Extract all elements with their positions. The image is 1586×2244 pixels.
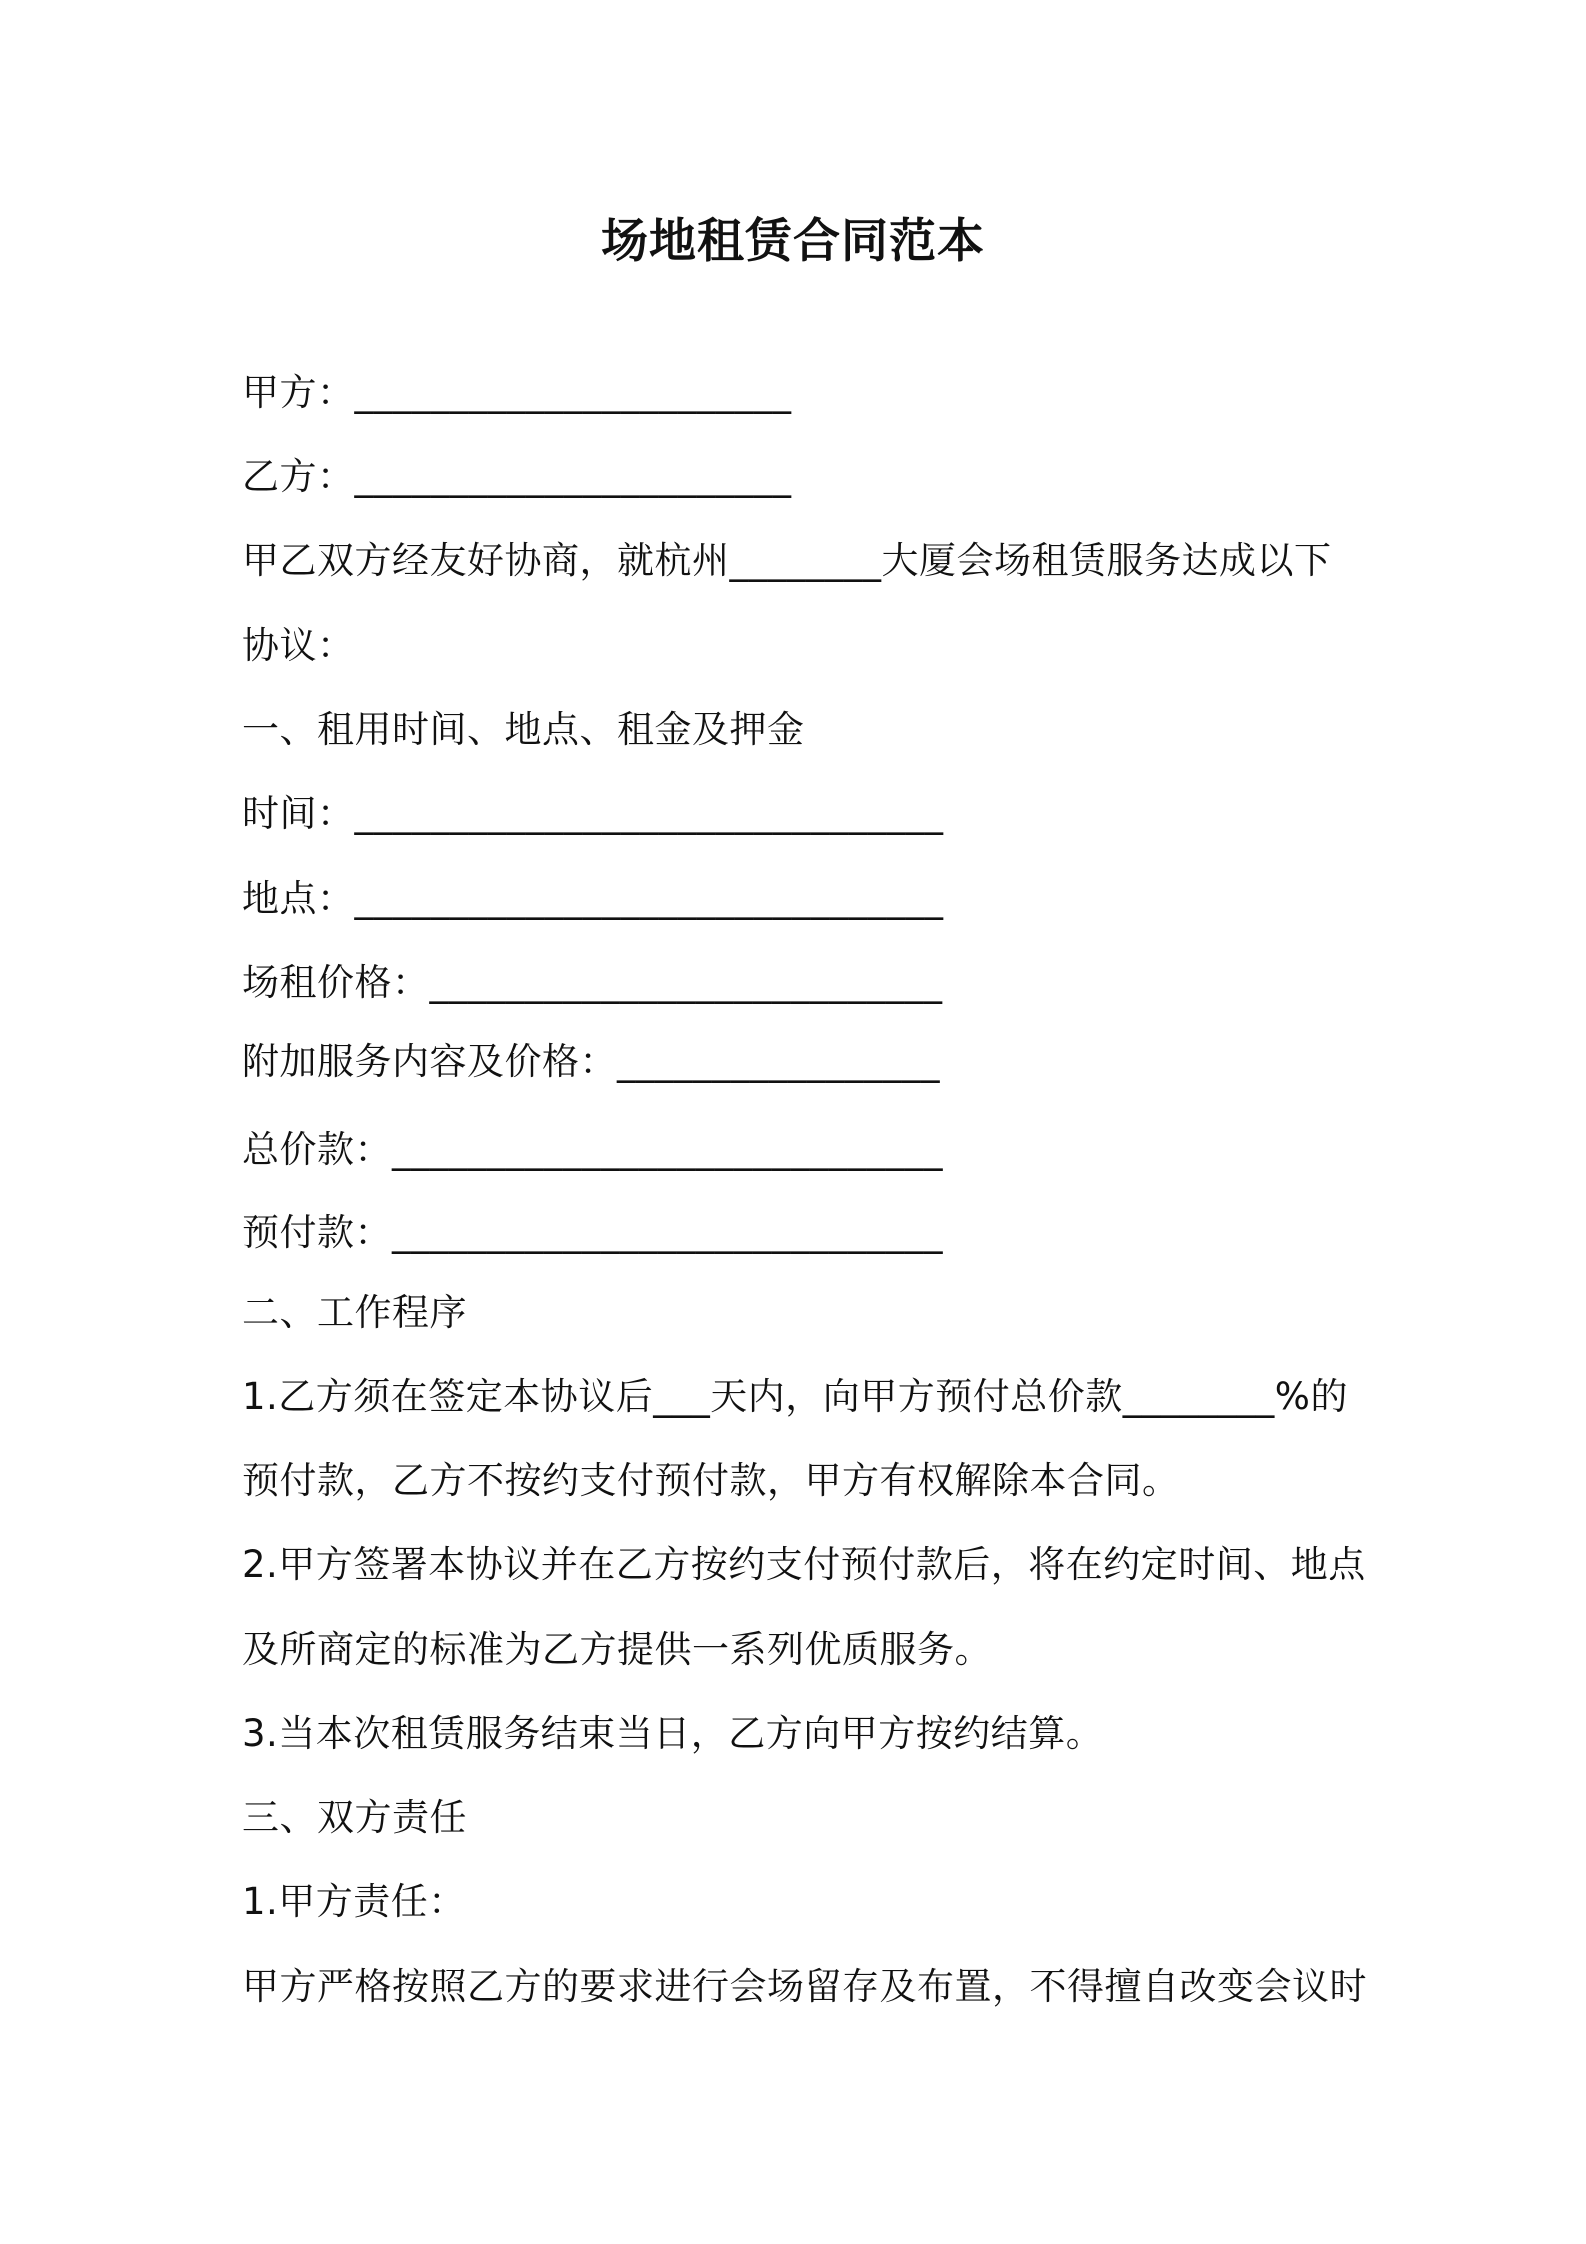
- document-title: 场地租赁合同范本: [601, 214, 985, 269]
- preamble-line-1: 甲乙双方经友好协商，就杭州________大厦会场租赁服务达成以下: [242, 539, 1332, 582]
- party-a-line: 甲方：_______________________: [242, 371, 792, 414]
- clause-2-1-line-1: 1.乙方须在签定本协议后___天内，向甲方预付总价款________%的: [242, 1375, 1348, 1418]
- clause-2-2-line-1: 2.甲方签署本协议并在乙方按约支付预付款后，将在约定时间、地点: [242, 1543, 1366, 1586]
- clause-2-1-line-2: 预付款，乙方不按约支付预付款，甲方有权解除本合同。: [242, 1459, 1180, 1502]
- clause-2-2-line-2: 及所商定的标准为乙方提供一系列优质服务。: [242, 1628, 992, 1671]
- preamble-line-2: 协议：: [242, 624, 355, 667]
- section-1-heading: 一、租用时间、地点、租金及押金: [242, 708, 805, 751]
- section-2-heading: 二、工作程序: [242, 1291, 467, 1334]
- rent-price-field: 场租价格：___________________________: [242, 961, 943, 1004]
- section-3-heading: 三、双方责任: [242, 1796, 467, 1839]
- clause-2-3: 3.当本次租赁服务结束当日，乙方向甲方按约结算。: [242, 1712, 1104, 1755]
- clause-3-1-text: 甲方严格按照乙方的要求进行会场留存及布置，不得擅自改变会议时: [242, 1965, 1367, 2008]
- total-price-field: 总价款：_____________________________: [242, 1128, 943, 1171]
- clause-3-1-heading: 1.甲方责任：: [242, 1880, 466, 1923]
- extra-service-field: 附加服务内容及价格：_________________: [242, 1040, 940, 1083]
- time-field: 时间：_______________________________: [242, 792, 944, 835]
- party-b-line: 乙方：_______________________: [242, 455, 792, 498]
- location-field: 地点：_______________________________: [242, 877, 944, 920]
- prepayment-field: 预付款：_____________________________: [242, 1211, 943, 1254]
